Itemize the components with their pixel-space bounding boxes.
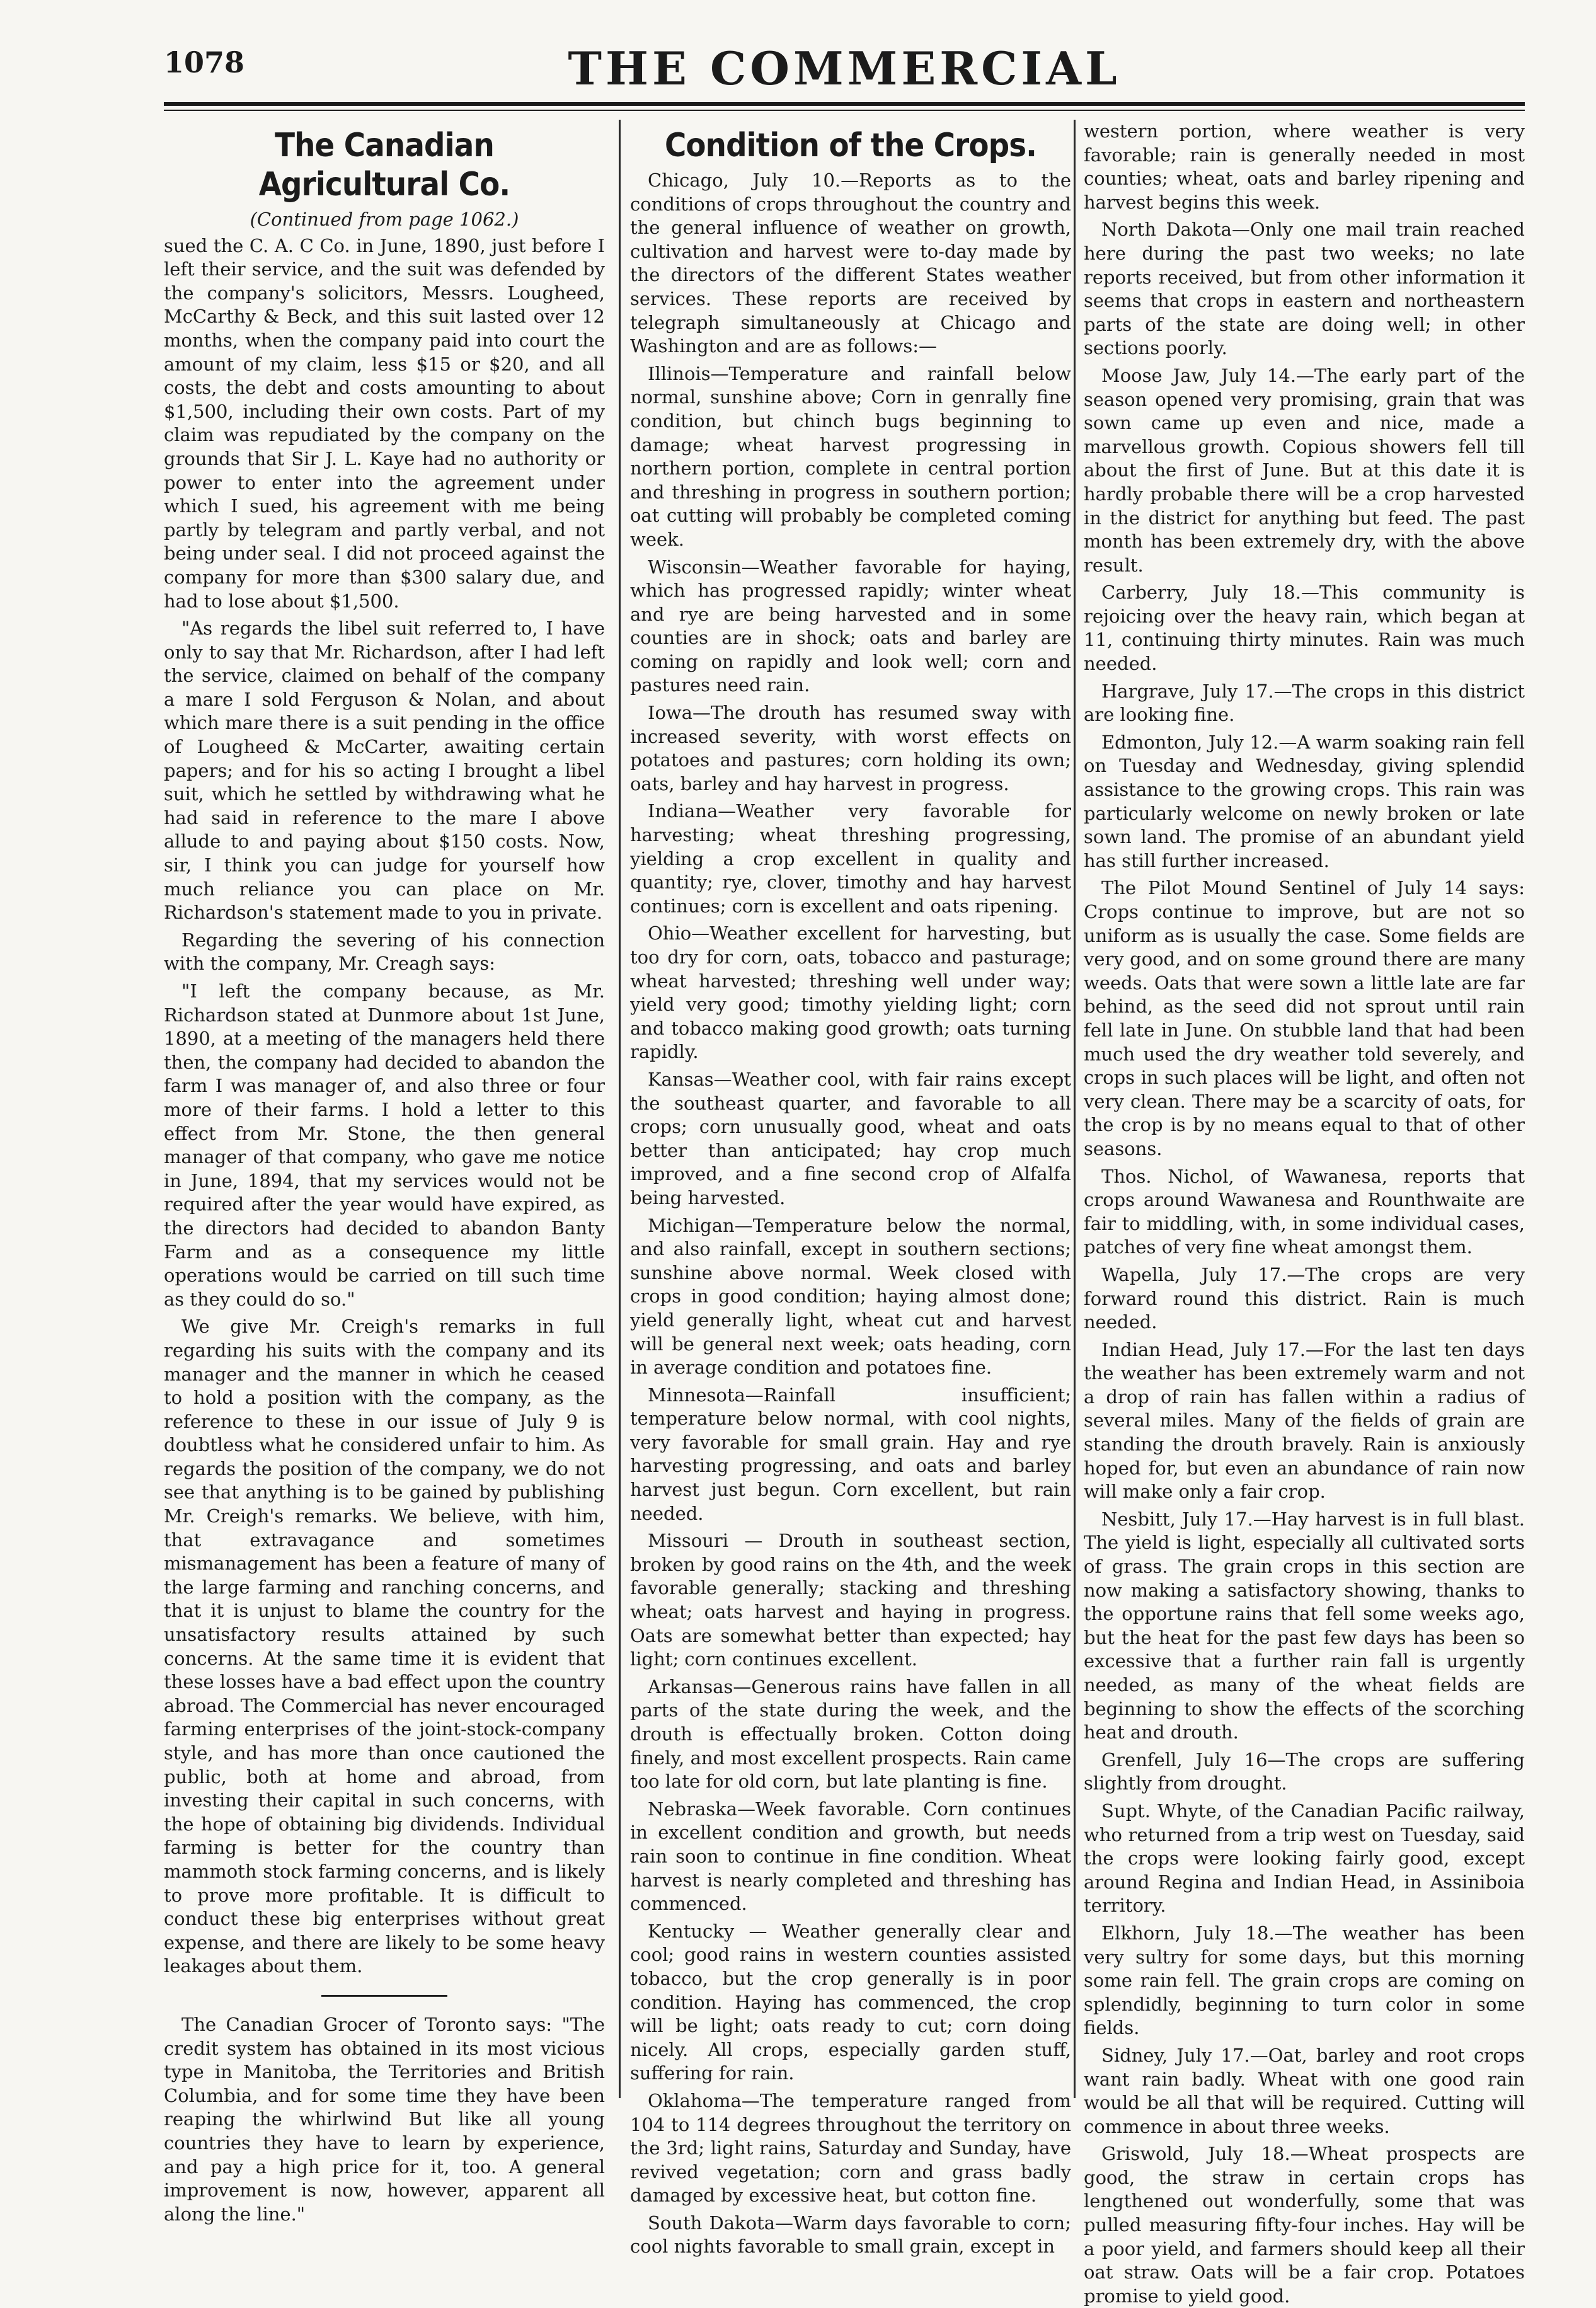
article-paragraph: Wapella, July 17.—The crops are very forward round this district. Rain is much needed. [1084, 1263, 1525, 1333]
article-paragraph: "As regards the libel suit referred to, I have only to say that Mr. Richardson, after I had left the service, claimed on behalf of the company a mare I sold Ferguson & Nolan, and about which mare there is a suit pending in the office of Lougheed & McCarter, awaiting certain papers; and for his so acting I brought a libel suit, which he settled by withdrawing what he had said in reference to the mare I above allude to and paying about $150 costs. Now, sir, I think you can judge for yourself how much reliance you can place on Mr. Richardson's statement made to you in private. [164, 617, 605, 924]
article-paragraph: Nesbitt, July 17.—Hay harvest is in full blast. The yield is light, especially all cultivated sorts of grass. The grain crops in this section are now making a satisfactory showing, thanks to the opportune rains that fell some weeks ago, but the heat for the past few days has been so excessive that a further rain fall is urgently needed, as many of the wheat fields are beginning to show the effects of the scorching heat and drouth. [1084, 1508, 1525, 1743]
article-paragraph: Griswold, July 18.—Wheat prospects are good, the straw in certain crops has lengthened out wonderfully, some that was pulled measuring fifty-four inches. Hay will be a poor yield, and farmers should keep all their oat straw. Oats will be a fair crop. Potatoes promise to yield good. [1084, 2143, 1525, 2307]
article-paragraph: Chicago, July 10.—Reports as to the conditions of crops throughout the country and the general influence of weather on growth, cultivation and harvest were to-day made by the directors of the different States weather services. These reports are received by telegraph simultaneously at Chicago and Washington and are as follows:— [630, 169, 1071, 357]
article-paragraph: Kansas—Weather cool, with fair rains except the southeast quarter, and favorable to all crops; corn unusually good, wheat and oats better than anticipated; hay crop much improved, and a fine second crop of Alfalfa being harvested. [630, 1068, 1071, 1209]
article-paragraph: Supt. Whyte, of the Canadian Pacific railway, who returned from a trip west on Tuesday, said the crops were looking fairly good, except around Regina and Indian Head, in Assiniboia territory. [1084, 1800, 1525, 1917]
article-paragraph: Moose Jaw, July 14.—The early part of the season opened very promising, grain that was sown came up even and nice, made a marvellous growth. Copious showers fell till about the first of June. But at this date it is hardly probable there will be a crop harvested in the district for anything but feed. The past month has been extremely dry, with the above result. [1084, 364, 1525, 576]
article-paragraph: Arkansas—Generous rains have fallen in all parts of the state during the week, and the drouth is effectually broken. Cotton doing finely, and most excellent prospects. Rain came too late for old corn, but late planting is fine. [630, 1675, 1071, 1793]
article-paragraph: western portion, where weather is very favorable; rain is generally needed in most counties; wheat, oats and barley ripening and harvest begins this week. [1084, 120, 1525, 213]
page-header [164, 42, 1525, 95]
article-paragraph: North Dakota—Only one mail train reached here during the past two weeks; no late reports received, but from other information it seems that crops in eastern and northeastern parts of the state are doing well; in other sections poorly. [1084, 219, 1525, 359]
article-paragraph: Iowa—The drouth has resumed sway with increased severity, with worst effects on potatoes and pastures; corn holding its own; oats, barley and hay harvest in progress. [630, 702, 1071, 795]
article-paragraph: Carberry, July 18.—This community is rejoicing over the heavy rain, which began at 11, continuing thirty minutes. Rain was much needed. [1084, 582, 1525, 675]
page-number: 1078 [164, 45, 245, 79]
column-2 [630, 120, 1071, 2258]
header-rule-thin [164, 110, 1525, 111]
column-divider [619, 120, 621, 2098]
article-paragraph: Ohio—Weather excellent for harvesting, but too dry for corn, oats, tobacco and pasturage; wheat harvested; threshing well under way; yield very good; timothy yielding light; corn and tobacco making good growth; oats turning rapidly. [630, 922, 1071, 1063]
masthead-title: THE COMMERCIAL [568, 42, 1121, 95]
article-paragraph: Indian Head, July 17.—For the last ten days the weather has been extremely warm and not a drop of rain has fallen within a radius of several miles. Many of the fields of grain are standing the drouth bravely. Rain is anxiously hoped for, but even an abundance of rain now will make only a fair crop. [1084, 1338, 1525, 1503]
article-paragraph: Michigan—Temperature below the normal, and also rainfall, except in southern sections; sunshine above normal. Week closed with crops in good condition; haying almost done; yield generally light, wheat cut and harvest will be general next week; oats heading, corn in average condition and potatoes fine. [630, 1214, 1071, 1379]
article-paragraph: Illinois—Temperature and rainfall below normal, sunshine above; Corn in genrally fine condition, but chinch bugs beginning to damage; wheat harvest progressing in northern portion, complete in central portion and threshing in progress in southern portion; oat cutting will probably be completed coming week. [630, 362, 1071, 550]
article-paragraph: Edmonton, July 12.—A warm soaking rain fell on Tuesday and Wednesday, giving splendid assistance to the growing crops. This rain was particularly welcome on newly broken or late sown land. The promise of an abundant yield has still further increased. [1084, 731, 1525, 871]
article-paragraph: We give Mr. Creigh's remarks in full regarding his suits with the company and its manager and the manner in which he ceased to hold a position with the company, as the reference to these in our issue of July 9 is doubtless what he considered unfair to him. As regards the position of the company, we do not see that anything is to be gained by publishing Mr. Creigh's remarks. We believe, with him, that extravagance and sometimes mismanagement has been a feature of many of the large farming and ranching concerns, and that it is unjust to blame the country for the unsatisfactory results attained by such concerns. At the same time it is evident that these losses have a bad effect upon the country abroad. The Commercial has never encouraged farming enterprises of the joint-stock-company style, and has more than once cautioned the public, both at home and abroad, from investing their capital in such concerns, with the hope of obtaining big dividends. Individual farming is better for the country than mammoth stock farming concerns, and is likely to prove more profitable. It is difficult to conduct these big enterprises without great expense, and there are likely to be some heavy leakages about them. [164, 1316, 605, 1977]
article-paragraph: The Canadian Grocer of Toronto says: "The credit system has obtained in its most vicious type in Manitoba, the Territories and British Columbia, and for some time they have been reaping the whirlwind But like all young countries they have to learn by experience, and pay a high price for it, too. A general improvement is now, however, apparent all along the line." [164, 2013, 605, 2225]
article-paragraph: Grenfell, July 16—The crops are suffering slightly from drought. [1084, 1748, 1525, 1794]
column-divider [1074, 120, 1076, 2098]
section-divider [321, 1995, 447, 1997]
article-paragraph: Thos. Nichol, of Wawanesa, reports that crops around Wawanesa and Rounthwaite are fair to middling, with, in some individual cases, patches of very fine wheat amongst them. [1084, 1165, 1525, 1258]
article-paragraph: sued the C. A. C Co. in June, 1890, just before I left their service, and the suit was defended by the company's solicitors, Messrs. Lougheed, McCarthy & Beck, and this suit lasted over 12 months, when the company paid into court the amount of my claim, less $15 or $20, and all costs, the debt and costs amounting to about $1,500, including their own costs. Part of my claim was repudiated by the company on the grounds that Sir J. L. Kaye had no authority or power to enter into the agreement under which I sued, his agreement with me being partly by telegram and partly verbal, and not being under seal. I did not proceed against the company for more than $300 salary due, and had to lose about $1,500. [164, 234, 605, 612]
article-headline: The Canadian Agricultural Co. [258, 127, 510, 204]
column-1 [164, 120, 605, 2225]
article-paragraph: Minnesota—Rainfall insufficient; temperature below normal, with cool nights, very favorable for small grain. Hay and rye harvesting progressing, and oats and barley harvest just begun. Corn excellent, but rain needed. [630, 1384, 1071, 1524]
article-paragraph: Sidney, July 17.—Oat, barley and root crops want rain badly. Wheat with one good rain would be all that will be required. Cutting will commence in about three weeks. [1084, 2044, 1525, 2137]
article-paragraph: Wisconsin—Weather favorable for haying, which has progressed rapidly; winter wheat and rye are being harvested and in some counties are in shock; oats and barley are coming on rapidly and look well; corn and pastures need rain. [630, 556, 1071, 696]
column-3 [1084, 120, 1525, 2307]
continued-note: (Continued from page 1062.) [250, 209, 519, 230]
article-paragraph: Missouri — Drouth in southeast section, broken by good rains on the 4th, and the week favorable generally; stacking and threshing wheat; oats harvest and haying in progress. Oats are somewhat better than expected; hay light; corn continues excellent. [630, 1530, 1071, 1670]
article-paragraph: Kentucky — Weather generally clear and cool; good rains in western counties assisted tobacco, but the crop generally is in poor condition. Haying has commenced, the crop will be light; oats ready to cut; corn doing nicely. All crops, especially garden stuff, suffering for rain. [630, 1920, 1071, 2084]
article-paragraph: Elkhorn, July 18.—The weather has been very sultry for some days, but this morning some rain fell. The grain crops are coming on splendidly, beginning to turn color in some fields. [1084, 1922, 1525, 2039]
article-paragraph: Indiana—Weather very favorable for harvesting; wheat threshing progressing, yielding a crop excellent in quality and quantity; rye, clover, timothy and hay harvest continues; corn is excellent and oats ripening. [630, 800, 1071, 917]
article-paragraph: The Pilot Mound Sentinel of July 14 says: Crops continue to improve, but are not so uniform as is usually the case. Some fields are very good, and on some ground there are many weeds. Oats that were sown a little late are far behind, as the seed did not sprout until rain fell late in June. On stubble land that had been much used the dry weather told severely, and crops in such places will be light, and often not very clean. There may be a scarcity of oats, for the crop is by no means equal to that of other seasons. [1084, 877, 1525, 1159]
article-paragraph: Oklahoma—The temperature ranged from 104 to 114 degrees throughout the territory on the 3rd; light rains, Saturday and Sunday, have revived vegetation; corn and grass badly damaged by excessive heat, but cotton fine. [630, 2089, 1071, 2207]
article-paragraph: South Dakota—Warm days favorable to corn; cool nights favorable to small grain, except in [630, 2212, 1071, 2258]
article-paragraph: "I left the company because, as Mr. Richardson stated at Dunmore about 1st June, 1890, at a meeting of the managers held there then, the company had decided to abandon the farm I was manager of, and also three or four more of their farms. I hold a letter to this effect from Mr. Stone, the then general manager of that company, who gave me notice in June, 1894, that my services would not be required after the year would have expired, as the directors had decided to abandon Banty Farm and as a consequence my little operations would be carried on till such time as they could do so." [164, 980, 605, 1310]
article-headline: Condition of the Crops. [664, 127, 1037, 164]
article-paragraph: Nebraska—Week favorable. Corn continues in excellent condition and growth, but needs rain soon to continue in fine condition. Wheat harvest is nearly completed and threshing has commenced. [630, 1798, 1071, 1915]
article-paragraph: Hargrave, July 17.—The crops in this district are looking fine. [1084, 680, 1525, 726]
article-paragraph: Regarding the severing of his connection with the company, Mr. Creagh says: [164, 929, 605, 975]
header-rule [164, 102, 1525, 106]
